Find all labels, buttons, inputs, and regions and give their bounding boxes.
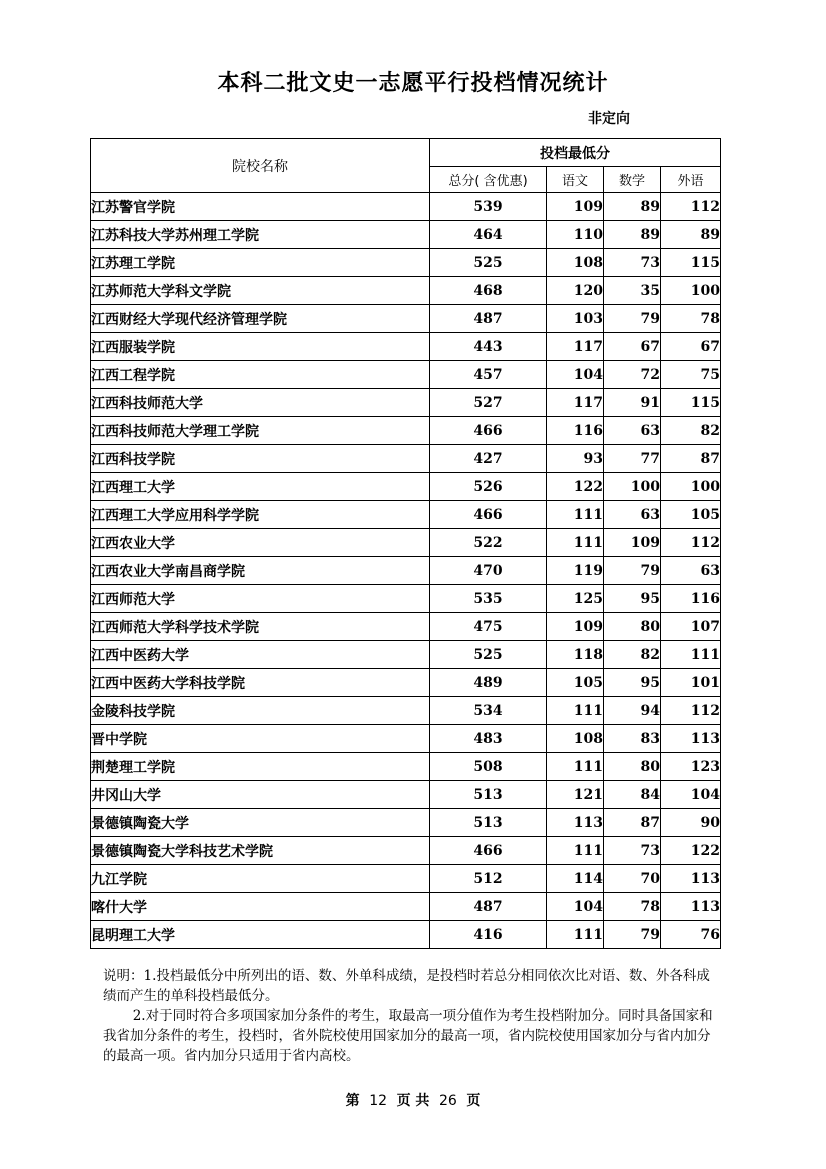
table-row [91,361,721,389]
note-1: 说明：1.投档最低分中所列出的语、数、外单科成绩，是投档时若总分相同依次比对语、数、外各科成绩而产生的单科投档最低分。 [103,968,710,1004]
school-name-cell: 江苏理工学院 [91,249,430,277]
total-score-cell: 464 [430,221,547,249]
chinese-score-cell: 103 [547,305,604,333]
math-score-cell: 100 [604,473,661,501]
table-row [91,725,721,753]
math-score-cell: 35 [604,277,661,305]
chinese-score-cell: 111 [547,837,604,865]
table-row [91,193,721,221]
school-name-cell: 江西理工大学应用科学学院 [91,501,430,529]
table-row [91,417,721,445]
chinese-score-cell: 125 [547,585,604,613]
notes [103,966,723,1066]
math-score-cell: 109 [604,529,661,557]
total-score-cell: 525 [430,641,547,669]
chinese-score-cell: 116 [547,417,604,445]
math-score-cell: 63 [604,417,661,445]
math-score-cell: 77 [604,445,661,473]
table-row [91,921,721,949]
header-min-score-group: 投档最低分 [430,139,721,167]
foreign-score-cell: 76 [661,921,721,949]
school-name-cell: 江西农业大学 [91,529,430,557]
total-score-cell: 526 [430,473,547,501]
table-row [91,389,721,417]
math-score-cell: 83 [604,725,661,753]
total-score-cell: 513 [430,781,547,809]
chinese-score-cell: 111 [547,753,604,781]
foreign-score-cell: 115 [661,249,721,277]
foreign-score-cell: 115 [661,389,721,417]
math-score-cell: 72 [604,361,661,389]
foreign-score-cell: 113 [661,893,721,921]
foreign-score-cell: 116 [661,585,721,613]
chinese-score-cell: 110 [547,221,604,249]
foreign-score-cell: 113 [661,865,721,893]
school-name-cell: 江西服装学院 [91,333,430,361]
school-name-cell: 江西科技师范大学理工学院 [91,417,430,445]
math-score-cell: 80 [604,753,661,781]
total-score-cell: 535 [430,585,547,613]
foreign-score-cell: 105 [661,501,721,529]
total-score-cell: 466 [430,501,547,529]
total-score-cell: 416 [430,921,547,949]
footer-suffix: 页 [466,1093,481,1109]
math-score-cell: 63 [604,501,661,529]
school-name-cell: 江苏警官学院 [91,193,430,221]
foreign-score-cell: 100 [661,277,721,305]
foreign-score-cell: 63 [661,557,721,585]
footer-prefix: 第 [345,1093,360,1109]
header-school-name: 院校名称 [91,139,430,193]
school-name-cell: 景德镇陶瓷大学 [91,809,430,837]
foreign-score-cell: 78 [661,305,721,333]
chinese-score-cell: 121 [547,781,604,809]
school-name-cell: 金陵科技学院 [91,697,430,725]
total-score-cell: 513 [430,809,547,837]
footer-page-number: 12 [369,1093,388,1109]
table-row [91,501,721,529]
chinese-score-cell: 117 [547,389,604,417]
foreign-score-cell: 100 [661,473,721,501]
table-row [91,837,721,865]
table-row [91,809,721,837]
school-name-cell: 江西财经大学现代经济管理学院 [91,305,430,333]
school-name-cell: 江西农业大学南昌商学院 [91,557,430,585]
foreign-score-cell: 107 [661,613,721,641]
foreign-score-cell: 113 [661,725,721,753]
foreign-score-cell: 87 [661,445,721,473]
total-score-cell: 470 [430,557,547,585]
chinese-score-cell: 113 [547,809,604,837]
total-score-cell: 466 [430,417,547,445]
page-title: 本科二批文史一志愿平行投档情况统计 [217,71,609,96]
school-name-cell: 江西工程学院 [91,361,430,389]
total-score-cell: 508 [430,753,547,781]
total-score-cell: 466 [430,837,547,865]
math-score-cell: 80 [604,613,661,641]
total-score-cell: 487 [430,305,547,333]
foreign-score-cell: 104 [661,781,721,809]
table-row [91,697,721,725]
school-name-cell: 九江学院 [91,865,430,893]
chinese-score-cell: 105 [547,669,604,697]
total-score-cell: 522 [430,529,547,557]
school-name-cell: 江西中医药大学科技学院 [91,669,430,697]
school-name-cell: 井冈山大学 [91,781,430,809]
chinese-score-cell: 104 [547,893,604,921]
table-row [91,333,721,361]
school-name-cell: 江西师范大学 [91,585,430,613]
chinese-score-cell: 119 [547,557,604,585]
chinese-score-cell: 93 [547,445,604,473]
foreign-score-cell: 90 [661,809,721,837]
header-foreign: 外语 [661,167,721,193]
chinese-score-cell: 111 [547,501,604,529]
footer-middle: 页 共 [396,1093,430,1109]
chinese-score-cell: 114 [547,865,604,893]
table-row [91,585,721,613]
total-score-cell: 468 [430,277,547,305]
math-score-cell: 89 [604,221,661,249]
total-score-cell: 443 [430,333,547,361]
school-name-cell: 江西科技学院 [91,445,430,473]
chinese-score-cell: 108 [547,249,604,277]
school-name-cell: 江西中医药大学 [91,641,430,669]
foreign-score-cell: 67 [661,333,721,361]
foreign-score-cell: 112 [661,697,721,725]
math-score-cell: 91 [604,389,661,417]
foreign-score-cell: 122 [661,837,721,865]
table-row [91,781,721,809]
math-score-cell: 78 [604,893,661,921]
table-row [91,641,721,669]
table-row [91,865,721,893]
chinese-score-cell: 109 [547,193,604,221]
table-row [91,753,721,781]
total-score-cell: 487 [430,893,547,921]
table-row [91,557,721,585]
chinese-score-cell: 111 [547,921,604,949]
chinese-score-cell: 111 [547,529,604,557]
school-name-cell: 荆楚理工学院 [91,753,430,781]
math-score-cell: 87 [604,809,661,837]
chinese-score-cell: 109 [547,613,604,641]
chinese-score-cell: 104 [547,361,604,389]
table-row [91,613,721,641]
school-name-cell: 江西师范大学科学技术学院 [91,613,430,641]
school-name-cell: 江西科技师范大学 [91,389,430,417]
footer-total-pages: 26 [438,1093,457,1109]
school-name-cell: 喀什大学 [91,893,430,921]
subtitle: 非定向 [588,111,630,127]
header-math: 数学 [604,167,661,193]
foreign-score-cell: 75 [661,361,721,389]
table-row [91,305,721,333]
math-score-cell: 73 [604,837,661,865]
chinese-score-cell: 117 [547,333,604,361]
school-name-cell: 景德镇陶瓷大学科技艺术学院 [91,837,430,865]
table-row [91,445,721,473]
table-row [91,893,721,921]
total-score-cell: 525 [430,249,547,277]
total-score-cell: 475 [430,613,547,641]
foreign-score-cell: 112 [661,529,721,557]
total-score-cell: 539 [430,193,547,221]
table-row [91,221,721,249]
admission-table [90,138,721,949]
math-score-cell: 70 [604,865,661,893]
header-chinese: 语文 [547,167,604,193]
math-score-cell: 94 [604,697,661,725]
foreign-score-cell: 82 [661,417,721,445]
math-score-cell: 79 [604,557,661,585]
math-score-cell: 79 [604,305,661,333]
school-name-cell: 晋中学院 [91,725,430,753]
table-row [91,669,721,697]
table-row [91,277,721,305]
math-score-cell: 89 [604,193,661,221]
table-row [91,249,721,277]
total-score-cell: 457 [430,361,547,389]
foreign-score-cell: 101 [661,669,721,697]
total-score-cell: 483 [430,725,547,753]
note-2: 2.对于同时符合多项国家加分条件的考生，取最高一项分值作为考生投档附加分。同时具备国家和我省加分条件的考生，投档时，省外院校使用国家加分的最高一项，省内院校使用国家加分与省内加分的最高一项。省内加分只适用于省内高校。 [103,1008,713,1064]
math-score-cell: 67 [604,333,661,361]
table-row [91,473,721,501]
school-name-cell: 江苏师范大学科文学院 [91,277,430,305]
math-score-cell: 82 [604,641,661,669]
total-score-cell: 512 [430,865,547,893]
math-score-cell: 73 [604,249,661,277]
chinese-score-cell: 118 [547,641,604,669]
chinese-score-cell: 122 [547,473,604,501]
math-score-cell: 79 [604,921,661,949]
page-footer [0,1090,826,1110]
chinese-score-cell: 111 [547,697,604,725]
math-score-cell: 95 [604,585,661,613]
foreign-score-cell: 123 [661,753,721,781]
table-body [91,193,721,949]
foreign-score-cell: 111 [661,641,721,669]
table-row [91,529,721,557]
total-score-cell: 534 [430,697,547,725]
school-name-cell: 江苏科技大学苏州理工学院 [91,221,430,249]
math-score-cell: 84 [604,781,661,809]
chinese-score-cell: 120 [547,277,604,305]
total-score-cell: 427 [430,445,547,473]
math-score-cell: 95 [604,669,661,697]
chinese-score-cell: 108 [547,725,604,753]
foreign-score-cell: 112 [661,193,721,221]
foreign-score-cell: 89 [661,221,721,249]
header-total: 总分( 含优惠) [430,167,547,193]
school-name-cell: 江西理工大学 [91,473,430,501]
total-score-cell: 489 [430,669,547,697]
total-score-cell: 527 [430,389,547,417]
school-name-cell: 昆明理工大学 [91,921,430,949]
